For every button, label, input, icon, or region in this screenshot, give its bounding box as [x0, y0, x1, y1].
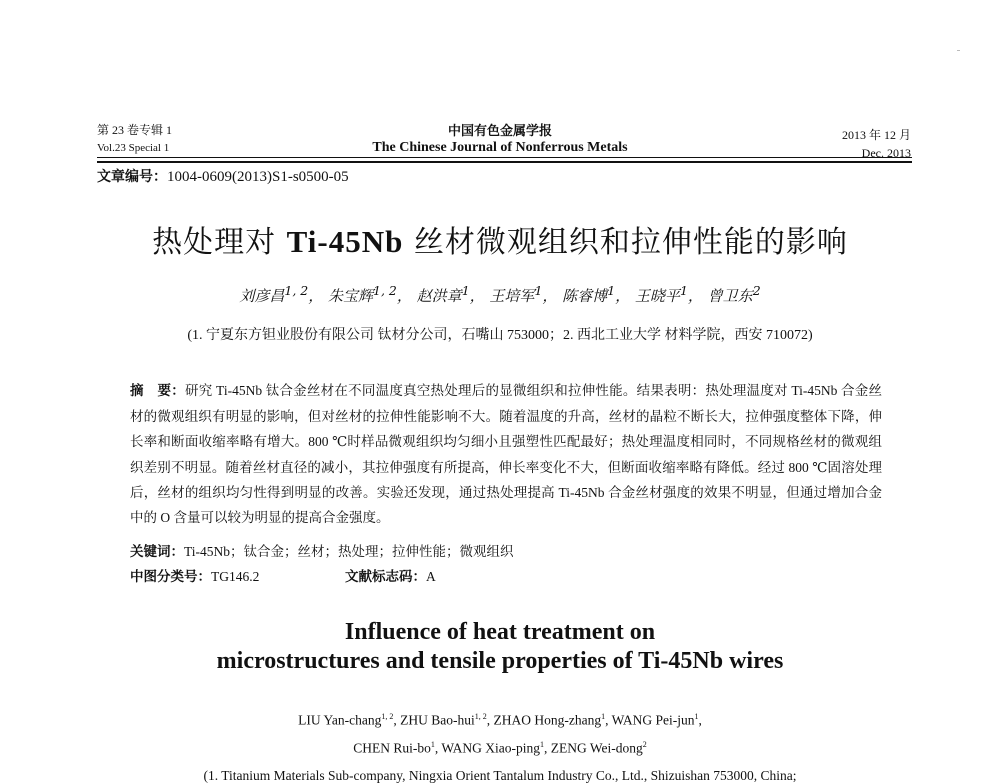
author-cn-affil: 1 — [679, 283, 688, 298]
author-en-affil: 1, 2 — [474, 712, 487, 721]
title-cn-alloy: Ti-45Nb — [286, 224, 404, 259]
header-rule-thin — [97, 157, 912, 158]
scan-artifact — [957, 50, 960, 51]
author-cn-affil: 1 — [607, 283, 616, 298]
authors-cn: 刘彦昌$^{1, 2}$， 朱宝辉$^{1, 2}$， 赵洪章$^1$， 王培军$^1$， 陈睿博$^1$， 王晓平$^1$， 曾卫东$^2$ — [239, 283, 761, 305]
author-en: ZENG Wei-dong — [550, 740, 643, 755]
author-en: LIU Yan-chang — [298, 712, 382, 728]
author-cn: 陈睿博 — [562, 287, 608, 305]
journal-name-en: The Chinese Journal of Nonferrous Metals — [372, 140, 628, 155]
classification-value: TG146.2 — [211, 569, 260, 584]
author-cn: 曾卫东 — [707, 287, 753, 305]
title-en-line2: microstructures and tensile properties of Ti-45Nb wires — [216, 648, 784, 674]
author-cn-affil: 1, 2 — [284, 283, 309, 298]
author-en-affil: 1, 2 — [381, 712, 394, 721]
author-cn: 王培军 — [489, 287, 535, 305]
document-code — [345, 565, 436, 585]
author-en-affil: 1 — [601, 712, 606, 721]
header-rule-thick — [97, 161, 912, 163]
author-cn-affil: 1 — [461, 283, 470, 298]
issue-date-en: Dec. 2013 — [861, 146, 911, 160]
abstract-label: 摘 要： — [130, 383, 185, 399]
author-en: WANG Pei-jun — [611, 712, 695, 728]
affiliation-cn: (1. 宁夏东方钽业股份有限公司 钛材分公司，石嘴山 753000；2. 西北工业大学 材料学院，西安 710072) — [187, 328, 813, 343]
author-en: ZHAO Hong-zhang — [493, 712, 602, 728]
author-cn: 赵洪章 — [416, 287, 462, 305]
document-code-value: A — [426, 569, 436, 584]
classification-number — [130, 565, 259, 585]
authors-en: LIU Yan-chang$^{1, 2}$, ZHU Bao-hui$^{1, 2}$, ZHAO Hong-zhang$^1$, WANG Pei-jun$^1$, CHEN Rui-$bo^1$, WANG Xiao-ping$^1$, ZENG Wei-dong$^2$ — [298, 712, 702, 755]
author-en: WANG Xiao-ping — [441, 740, 540, 755]
author-cn-affil: 2 — [752, 283, 761, 298]
author-en-affil: 1 — [539, 739, 544, 749]
author-en-affil: 1 — [430, 739, 435, 749]
classification-label: 中图分类号： — [130, 569, 211, 585]
article-number-value: 1004-0609(2013)S1-s0500-05 — [167, 169, 349, 185]
affiliation-en: (1. Titanium Materials Sub-company, Ningxia Orient Tantalum Industry Co., Ltd., Shizuishan 753000, China; — [203, 768, 797, 783]
title-cn-pre: 热处理对 — [152, 225, 287, 260]
author-cn-affil: 1 — [534, 283, 543, 298]
keywords-value: Ti-45Nb；钛合金；丝材；热处理；拉伸性能；微观组织 — [184, 544, 514, 559]
document-code-label: 文献标志码： — [345, 569, 426, 585]
author-en-affil: 1 — [694, 712, 699, 721]
issue-date-cn: 2013 年 12 月 — [841, 128, 911, 142]
keywords-label: 关键词： — [130, 544, 184, 560]
article-number — [97, 166, 349, 186]
author-cn: 刘彦昌 — [239, 287, 285, 305]
title-en — [0, 618, 1000, 676]
author-cn: 王晓平 — [634, 287, 680, 305]
author-en: CHEN Rui-bo — [353, 740, 431, 755]
title-cn-post: 丝材微观组织和拉伸性能的影响 — [403, 225, 848, 260]
issue-number-en: Vol.23 Special 1 — [97, 142, 170, 154]
title-en-line1: Influence of heat treatment on — [344, 619, 656, 645]
issue-number-cn: 第 23 卷专辑 1 — [97, 123, 173, 137]
author-cn: 朱宝辉 — [328, 287, 374, 305]
author-en-affil: 2 — [642, 739, 647, 749]
article-number-label: 文章编号： — [97, 169, 167, 185]
journal-name-cn: 中国有色金属学报 — [447, 124, 552, 139]
author-en: ZHU Bao-hui — [400, 712, 475, 728]
title-cn — [0, 217, 1000, 261]
abstract-cn — [130, 378, 882, 530]
author-cn-affil: 1, 2 — [373, 283, 397, 298]
keywords — [130, 540, 514, 560]
abstract-text: 研究 Ti-45Nb 钛合金丝材在不同温度真空热处理后的显微组织和拉伸性能。结果表明：热处理温度对 Ti-45Nb 合金丝材的微观组织有明显的影响，但对丝材的拉伸性能影响不大。随着温度的升高，丝材的晶粒不断长大，拉伸强度整体下降，伸长率和断面收缩率略有增大。800 ℃时样品微观组织均匀细小且强塑性匹配最好；热处理温度相同时，不同规格丝材的微观组织差别不明显。随着丝材直径的减小，其拉伸强度有所提高，伸长率变化不大，但断面收缩率略有降低。经过 800 ℃固溶处理后，丝材的组织均匀性得到明显的改善。实验还发现，通过热处理提高 Ti-45Nb 合金丝材强度的效果不明显，但通过增加合金中的 O 含量可以较为明显的提高合金强度。 — [130, 383, 882, 526]
